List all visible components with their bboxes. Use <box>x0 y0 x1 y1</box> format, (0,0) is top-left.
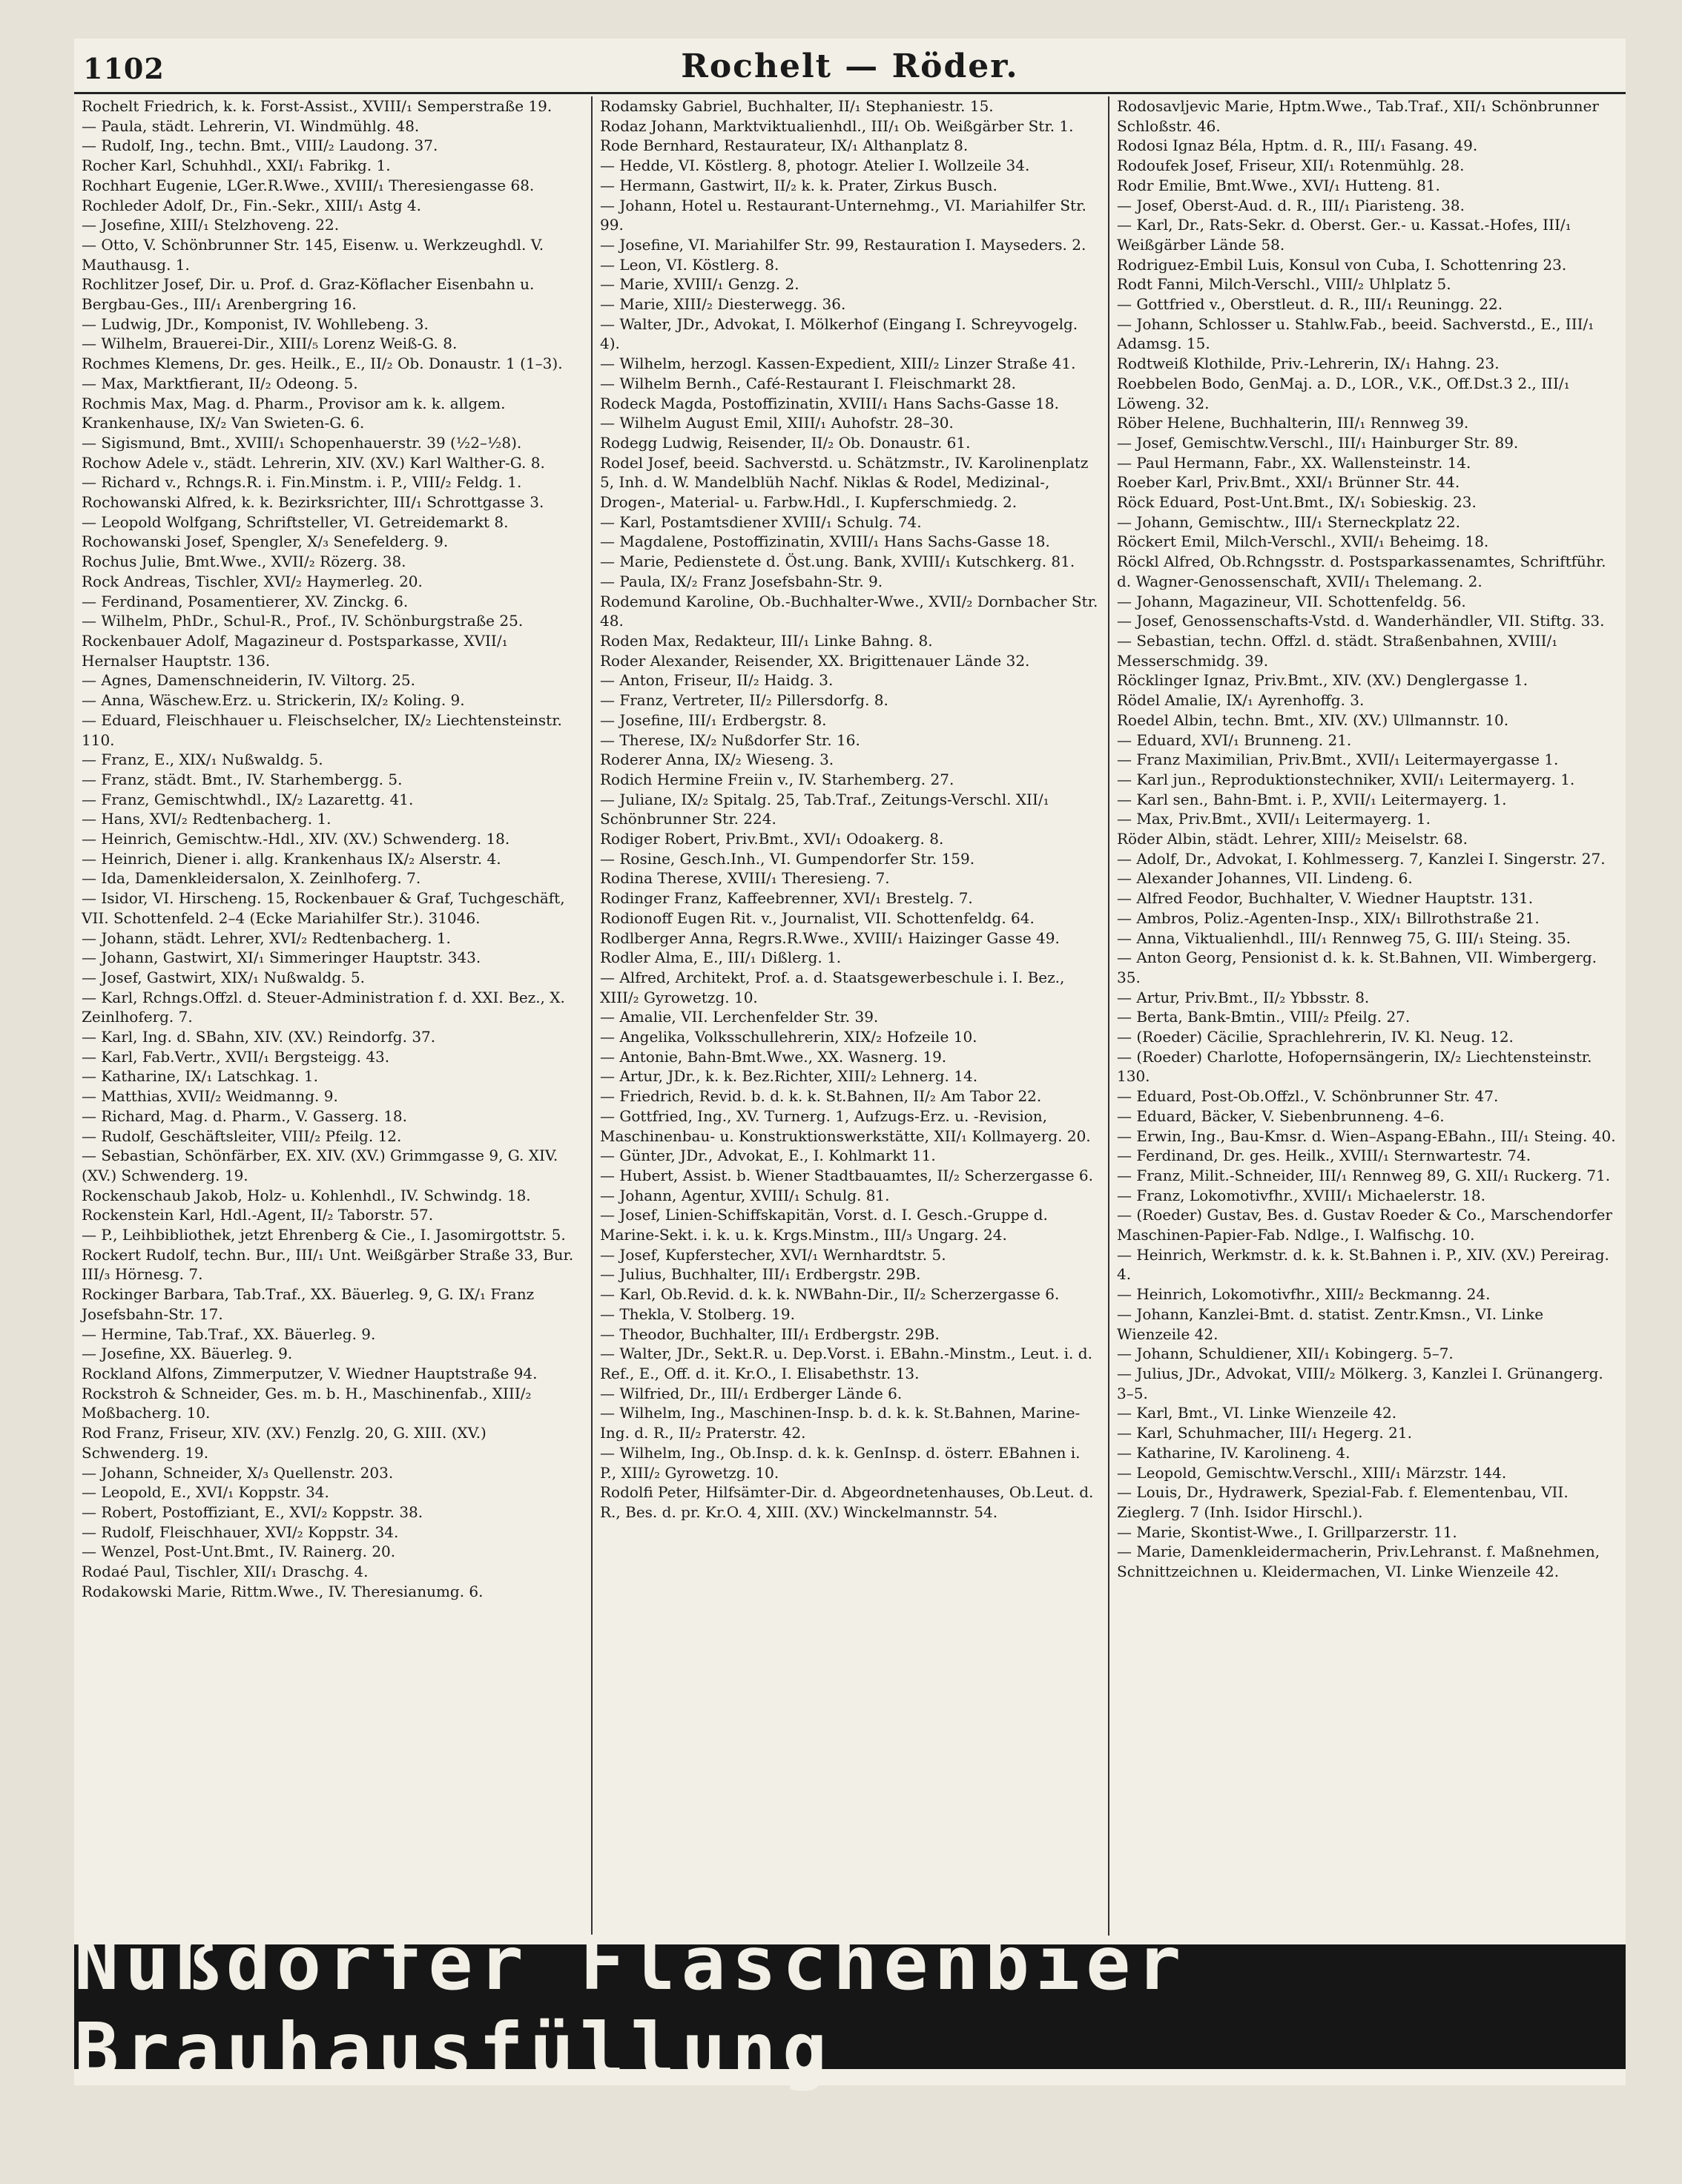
directory-entry: — Alfred Feodor, Buchhalter, V. Wiedner Hauptstr. 131. <box>1117 889 1534 908</box>
directory-entry: Roderer Anna, IX/₂ Wieseng. 3. <box>600 750 834 769</box>
directory-entry: Rochus Julie, Bmt.Wwe., XVII/₂ Rözerg. 38. <box>82 552 406 571</box>
directory-entry: — Marie, Pedienstete d. Öst.ung. Bank, XVIII/₁ Kutschkerg. 81. <box>600 552 1075 571</box>
directory-entry: — Gottfried v., Oberstleut. d. R., III/₁ Reuningg. 22. <box>1117 295 1503 314</box>
directory-entry: Röber Helene, Buchhalterin, III/₁ Rennweg 39. <box>1117 414 1469 432</box>
directory-entry: — Walter, JDr., Advokat, I. Mölkerhof (Eingang I. Schreyvogelg. 4). <box>600 314 1078 353</box>
directory-entry: — Heinrich, Diener i. allg. Krankenhaus IX/₂ Alserstr. 4. <box>82 849 501 868</box>
directory-entry: — Karl, Dr., Rats-Sekr. d. Oberst. Ger.- u. Kassat.-Hofes, III/₁ Weißgärber Lände 58. <box>1117 216 1571 254</box>
directory-entry: Röckl Alfred, Ob.Rchngsstr. d. Postsparkassenamtes, Schriftführ. d. Wagner-Genossenschaft, XVII/₁ Thelemang. 2. <box>1117 552 1606 590</box>
directory-entry: — Ferdinand, Posamentierer, XV. Zinckg. 6. <box>82 592 409 610</box>
directory-entry: Rodosi Ignaz Béla, Hptm. d. R., III/₁ Fasang. 49. <box>1117 136 1478 155</box>
directory-entry: — Marie, XIII/₂ Diesterwegg. 36. <box>600 295 846 314</box>
directory-entry: — Otto, V. Schönbrunner Str. 145, Eisenw. u. Werkzeughdl. V. Mauthausg. 1. <box>82 235 544 274</box>
directory-entry: Rodt Fanni, Milch-Verschl., VIII/₂ Uhlplatz 5. <box>1117 275 1451 294</box>
directory-entry: — Hermann, Gastwirt, II/₂ k. k. Prater, Zirkus Busch. <box>600 176 997 194</box>
directory-entry: — Josef, Kupferstecher, XVI/₁ Wernhardtstr. 5. <box>600 1245 946 1264</box>
column-1 <box>74 96 591 1936</box>
directory-entry: — Therese, IX/₂ Nußdorfer Str. 16. <box>600 730 860 749</box>
directory-entry: — Josef, Linien-Schiffskapitän, Vorst. d. I. Gesch.-Gruppe d. Marine-Sekt. i. k. u. k. Krgs.Minstm., III/₃ Ungarg. 24. <box>600 1206 1048 1244</box>
directory-entry: — Franz Maximilian, Priv.Bmt., XVII/₁ Leitermayergasse 1. <box>1117 750 1559 769</box>
directory-entry: — Josefine, III/₁ Erdbergstr. 8. <box>600 710 827 729</box>
directory-entry: — Magdalene, Postoffizinatin, XVIII/₁ Hans Sachs-Gasse 18. <box>600 532 1050 551</box>
directory-entry: Rockenbauer Adolf, Magazineur d. Postsparkasse, XVII/₁ Hernalser Hauptstr. 136. <box>82 631 508 670</box>
directory-entry: Röder Albin, städt. Lehrer, XIII/₂ Meiselstr. 68. <box>1117 830 1468 848</box>
directory-entry: — Rosine, Gesch.Inh., VI. Gumpendorfer Str. 159. <box>600 849 975 868</box>
directory-entry: — Karl, Ob.Revid. d. k. k. NWBahn-Dir., II/₂ Scherzergasse 6. <box>600 1285 1060 1304</box>
directory-entry: — Marie, Skontist-Wwe., I. Grillparzerstr. 11. <box>1117 1522 1457 1541</box>
directory-entry: — Anna, Wäschew.Erz. u. Strickerin, IX/₂ Koling. 9. <box>82 691 465 710</box>
directory-entry: Rodina Therese, XVIII/₁ Theresieng. 7. <box>600 869 890 888</box>
directory-entry: — Karl jun., Reproduktionstechniker, XVII/₁ Leitermayerg. 1. <box>1117 770 1575 788</box>
directory-entry: Röckert Emil, Milch-Verschl., XVII/₁ Beheimg. 18. <box>1117 532 1489 551</box>
directory-entry: — Marie, XVIII/₁ Genzg. 2. <box>600 275 799 294</box>
page-header <box>74 46 1626 90</box>
directory-entry: Rodamsky Gabriel, Buchhalter, II/₁ Stephaniestr. 15. <box>600 97 994 115</box>
directory-entry: Rodegg Ludwig, Reisender, II/₂ Ob. Donaustr. 61. <box>600 433 971 452</box>
directory-entry: — Franz, Vertreter, II/₂ Pillersdorfg. 8. <box>600 691 888 710</box>
directory-entry: Rocher Karl, Schuhhdl., XXI/₁ Fabrikg. 1. <box>82 156 391 175</box>
header-rule <box>74 92 1626 94</box>
directory-entry: Rodiger Robert, Priv.Bmt., XVI/₁ Odoakerg. 8. <box>600 830 944 848</box>
directory-entry: — Karl sen., Bahn-Bmt. i. P., XVII/₁ Leitermayerg. 1. <box>1117 790 1507 808</box>
directory-entry: — Johann, Schuldiener, XII/₁ Kobingerg. 5–7. <box>1117 1345 1454 1363</box>
directory-entry: — Johann, Schneider, X/₃ Quellenstr. 203. <box>82 1463 394 1482</box>
directory-entry: Rod Franz, Friseur, XIV. (XV.) Fenzlg. 20, G. XIII. (XV.) Schwenderg. 19. <box>82 1424 487 1462</box>
column-3 <box>1108 96 1625 1936</box>
directory-entry: — Franz, Gemischtwhdl., IX/₂ Lazarettg. 41. <box>82 790 414 808</box>
directory-entry: — Alexander Johannes, VII. Lindeng. 6. <box>1117 869 1413 888</box>
directory-entry: Roedel Albin, techn. Bmt., XIV. (XV.) Ullmannstr. 10. <box>1117 710 1509 729</box>
directory-entry: Rodosavljevic Marie, Hptm.Wwe., Tab.Traf., XII/₁ Schönbrunner Schloßstr. 46. <box>1117 97 1599 135</box>
directory-entry: Röck Eduard, Post-Unt.Bmt., IX/₁ Sobieskig. 23. <box>1117 493 1477 512</box>
directory-entry: — Eduard, XVI/₁ Brunneng. 21. <box>1117 730 1352 749</box>
directory-entry: Rochleder Adolf, Dr., Fin.-Sekr., XIII/₁ Astg 4. <box>82 196 421 214</box>
directory-entry: — Anna, Viktualienhdl., III/₁ Rennweg 75, G. III/₁ Steing. 35. <box>1117 928 1571 947</box>
directory-entry: — Johann, Hotel u. Restaurant-Unternehmg., VI. Mariahilfer Str. 99. <box>600 196 1086 234</box>
directory-entry: Roder Alexander, Reisender, XX. Brigittenauer Lände 32. <box>600 651 1030 670</box>
directory-entry: — Josefine, XIII/₁ Stelzhoveng. 22. <box>82 216 340 234</box>
directory-entry: — Wilhelm, herzogl. Kassen-Expedient, XIII/₂ Linzer Straße 41. <box>600 354 1076 373</box>
directory-entry: — Leopold, E., XVI/₁ Koppstr. 34. <box>82 1483 329 1502</box>
directory-entry: — Johann, Gastwirt, XI/₁ Simmeringer Hauptstr. 343. <box>82 949 481 967</box>
directory-entry: Rochmis Max, Mag. d. Pharm., Provisor am k. k. allgem. Krankenhause, IX/₂ Van Swieten-G. 6. <box>82 394 506 432</box>
directory-entry: — Josef, Gemischtw.Verschl., III/₁ Hainburger Str. 89. <box>1117 433 1519 452</box>
directory-entry: — Rudolf, Ing., techn. Bmt., VIII/₂ Laudong. 37. <box>82 136 438 155</box>
directory-entry: — Karl, Fab.Vertr., XVII/₁ Bergsteigg. 43. <box>82 1047 390 1066</box>
directory-entry: Roeber Karl, Priv.Bmt., XXI/₁ Brünner Str. 44. <box>1117 473 1460 492</box>
directory-entry: Röcklinger Ignaz, Priv.Bmt., XIV. (XV.) Denglergasse 1. <box>1117 671 1528 690</box>
directory-entry: Rockenstein Karl, Hdl.-Agent, II/₂ Taborstr. 57. <box>82 1206 434 1224</box>
directory-entry: — Max, Marktfierant, II/₂ Odeong. 5. <box>82 374 358 392</box>
directory-page <box>74 39 1626 2094</box>
directory-entry: Rochlitzer Josef, Dir. u. Prof. d. Graz-Köflacher Eisenbahn u. Bergbau-Ges., III/₁ Arenbergring 16. <box>82 275 535 314</box>
directory-entry: — Franz, städt. Bmt., IV. Starhembergg. 5. <box>82 770 403 788</box>
directory-entry: — Josef, Oberst-Aud. d. R., III/₁ Piaristeng. 38. <box>1117 196 1465 214</box>
directory-entry: Rodaé Paul, Tischler, XII/₁ Draschg. 4. <box>82 1563 369 1581</box>
directory-entry: Rockinger Barbara, Tab.Traf., XX. Bäuerleg. 9, G. IX/₁ Franz Josefsbahn-Str. 17. <box>82 1285 535 1323</box>
directory-entry: — Louis, Dr., Hydrawerk, Spezial-Fab. f. Elementenbau, VII. Zieglerg. 7 (Inh. Isidor Hirschl.). <box>1117 1483 1569 1521</box>
directory-columns <box>74 96 1626 1936</box>
directory-entry: — P., Leihbibliothek, jetzt Ehrenberg & Cie., I. Jasomirgottstr. 5. <box>82 1226 566 1244</box>
directory-entry: — Angelika, Volksschullehrerin, XIX/₂ Hofzeile 10. <box>600 1028 977 1046</box>
directory-entry: — Wilhelm Bernh., Café-Restaurant I. Fleischmarkt 28. <box>600 374 1016 392</box>
directory-entry: — Wilhelm, PhDr., Schul-R., Prof., IV. Schönburgstraße 25. <box>82 612 524 630</box>
directory-entry: — Gottfried, Ing., XV. Turnerg. 1, Aufzugs-Erz. u. -Revision, Maschinenbau- u. Konstruktionswerkstätte, XII/₁ Kollmayerg. 20. <box>600 1106 1091 1145</box>
directory-entry: — Anton Georg, Pensionist d. k. k. St.Bahnen, VII. Wimbergerg. 35. <box>1117 949 1597 986</box>
directory-entry: — Günter, JDr., Advokat, E., I. Kohlmarkt 11. <box>600 1147 936 1165</box>
directory-entry: — Sebastian, techn. Offzl. d. städt. Straßenbahnen, XVIII/₁ Messerschmidg. 39. <box>1117 631 1558 670</box>
directory-entry: — Matthias, XVII/₂ Weidmanng. 9. <box>82 1087 338 1106</box>
directory-entry: — (Roeder) Cäcilie, Sprachlehrerin, IV. Kl. Neug. 12. <box>1117 1028 1514 1046</box>
directory-entry: — Artur, JDr., k. k. Bez.Richter, XIII/₂ Lehnerg. 14. <box>600 1067 978 1086</box>
directory-entry: — Paul Hermann, Fabr., XX. Wallensteinstr. 14. <box>1117 453 1471 472</box>
directory-entry: Rochowanski Josef, Spengler, X/₃ Senefelderg. 9. <box>82 532 449 551</box>
directory-entry: Roebbelen Bodo, GenMaj. a. D., LOR., V.K., Off.Dst.3 2., III/₁ Löweng. 32. <box>1117 374 1570 412</box>
directory-entry: — Johann, städt. Lehrer, XVI/₂ Redtenbacherg. 1. <box>82 928 451 947</box>
directory-entry: — Juliane, IX/₂ Spitalg. 25, Tab.Traf., Zeitungs-Verschl. XII/₁ Schönbrunner Str. 224. <box>600 790 1049 828</box>
directory-entry: — Eduard, Bäcker, V. Siebenbrunneng. 4–6. <box>1117 1106 1445 1125</box>
directory-entry: — Adolf, Dr., Advokat, I. Kohlmesserg. 7, Kanzlei I. Singerstr. 27. <box>1117 849 1606 868</box>
directory-entry: Rödel Amalie, IX/₁ Ayrenhoffg. 3. <box>1117 691 1365 710</box>
directory-entry: — Sigismund, Bmt., XVIII/₁ Schopenhauerstr. 39 (½2–½8). <box>82 433 522 452</box>
directory-entry: Rochowanski Alfred, k. k. Bezirksrichter, III/₁ Schrottgasse 3. <box>82 493 544 512</box>
directory-entry: — Berta, Bank-Bmtin., VIII/₂ Pfeilg. 27. <box>1117 1008 1411 1026</box>
directory-entry: — Ferdinand, Dr. ges. Heilk., XVIII/₁ Sternwartestr. 74. <box>1117 1147 1531 1165</box>
directory-entry: — Friedrich, Revid. b. d. k. k. St.Bahnen, II/₂ Am Tabor 22. <box>600 1087 1042 1106</box>
directory-entry: — Leopold, Gemischtw.Verschl., XIII/₁ Märzstr. 144. <box>1117 1463 1507 1482</box>
directory-entry: — Max, Priv.Bmt., XVII/₁ Leitermayerg. 1. <box>1117 810 1431 828</box>
directory-entry: — Antonie, Bahn-Bmt.Wwe., XX. Wasnerg. 19. <box>600 1047 947 1066</box>
directory-entry: — Sebastian, Schönfärber, EX. XIV. (XV.) Grimmgasse 9, G. XIV. (XV.) Schwenderg. 19. <box>82 1147 558 1184</box>
directory-entry: — Katharine, IX/₁ Latschkag. 1. <box>82 1067 318 1086</box>
directory-entry: — Josef, Genossenschafts-Vstd. d. Wanderhändler, VII. Stiftg. 33. <box>1117 612 1605 630</box>
directory-entry: — Julius, JDr., Advokat, VIII/₂ Mölkerg. 3, Kanzlei I. Grünangerg. 3–5. <box>1117 1365 1603 1402</box>
directory-entry: — Wilhelm, Ing., Maschinen-Insp. b. d. k. k. St.Bahnen, Marine-Ing. d. R., II/₂ Praterstr. 42. <box>600 1404 1081 1442</box>
directory-entry: Rodoufek Josef, Friseur, XII/₁ Rotenmühlg. 28. <box>1117 156 1465 175</box>
directory-entry: — Thekla, V. Stolberg. 19. <box>600 1304 795 1323</box>
directory-entry: — Heinrich, Lokomotivfhr., XIII/₂ Beckmanng. 24. <box>1117 1285 1491 1304</box>
directory-entry: — Erwin, Ing., Bau-Kmsr. d. Wien–Aspang-EBahn., III/₁ Steing. 40. <box>1117 1126 1616 1145</box>
page-number: 1102 <box>83 52 165 85</box>
directory-entry: Rodlberger Anna, Regrs.R.Wwe., XVIII/₁ Haizinger Gasse 49. <box>600 928 1060 947</box>
directory-entry: — Amalie, VII. Lerchenfelder Str. 39. <box>600 1008 879 1026</box>
directory-entry: — Robert, Postoffiziant, E., XVI/₂ Koppstr. 38. <box>82 1502 423 1521</box>
column-2 <box>591 96 1108 1936</box>
directory-entry: — Franz, Milit.-Schneider, III/₁ Rennweg 89, G. XII/₁ Ruckerg. 71. <box>1117 1166 1611 1184</box>
directory-entry: — Johann, Kanzlei-Bmt. d. statist. Zentr.Kmsn., VI. Linke Wienzeile 42. <box>1117 1304 1544 1343</box>
directory-entry: — Josefine, VI. Mariahilfer Str. 99, Restauration I. Mayseders. 2. <box>600 235 1086 254</box>
directory-entry: — Anton, Friseur, II/₂ Haidg. 3. <box>600 671 834 690</box>
directory-entry: — Ida, Damenkleidersalon, X. Zeinlhoferg. 7. <box>82 869 421 888</box>
directory-entry: Rockert Rudolf, techn. Bur., III/₁ Unt. Weißgärber Straße 33, Bur. III/₃ Hörnesg. 7. <box>82 1245 574 1284</box>
directory-entry: — Karl, Postamtsdiener XVIII/₁ Schulg. 74. <box>600 512 922 531</box>
directory-entry: Rochhart Eugenie, LGer.R.Wwe., XVIII/₁ Theresiengasse 68. <box>82 176 535 194</box>
directory-entry: — Karl, Bmt., VI. Linke Wienzeile 42. <box>1117 1404 1397 1422</box>
directory-entry: — Rudolf, Fleischhauer, XVI/₂ Koppstr. 34. <box>82 1522 399 1541</box>
directory-entry: — Artur, Priv.Bmt., II/₂ Ybbsstr. 8. <box>1117 988 1370 1006</box>
directory-entry: — Wenzel, Post-Unt.Bmt., IV. Rainerg. 20. <box>82 1543 396 1561</box>
directory-entry: — Alfred, Architekt, Prof. a. d. Staatsgewerbeschule i. I. Bez., XIII/₂ Gyrowetzg. 10. <box>600 968 1065 1006</box>
directory-entry: — Eduard, Post-Ob.Offzl., V. Schönbrunner Str. 47. <box>1117 1087 1499 1106</box>
directory-entry: — Marie, Damenkleidermacherin, Priv.Lehranst. f. Maßnehmen, Schnittzeichnen u. Kleidermachen, VI. Linke Wienzeile 42. <box>1117 1543 1600 1581</box>
directory-entry: — Karl, Schuhmacher, III/₁ Hegerg. 21. <box>1117 1424 1412 1442</box>
directory-entry: Rochow Adele v., städt. Lehrerin, XIV. (XV.) Karl Walther-G. 8. <box>82 453 545 472</box>
directory-entry: — Johann, Schlosser u. Stahlw.Fab., beeid. Sachverstd., E., III/₁ Adamsg. 15. <box>1117 314 1594 353</box>
directory-entry: — Leon, VI. Köstlerg. 8. <box>600 255 779 274</box>
directory-entry: — (Roeder) Gustav, Bes. d. Gustav Roeder & Co., Marschendorfer Maschinen-Papier-Fab. Ndlge., I. Walfischg. 10. <box>1117 1206 1612 1244</box>
directory-entry: Rodich Hermine Freiin v., IV. Starhemberg. 27. <box>600 770 954 788</box>
directory-entry: Rodler Alma, E., III/₁ Dißlerg. 1. <box>600 949 842 967</box>
directory-entry: Rock Andreas, Tischler, XVI/₂ Haymerleg. 20. <box>82 572 423 590</box>
directory-entry: — Hermine, Tab.Traf., XX. Bäuerleg. 9. <box>82 1324 376 1343</box>
directory-entry: Rockenschaub Jakob, Holz- u. Kohlenhdl., IV. Schwindg. 18. <box>82 1186 531 1204</box>
directory-entry: Rodaz Johann, Marktviktualienhdl., III/₁ Ob. Weißgärber Str. 1. <box>600 116 1074 135</box>
directory-entry: Rodionoff Eugen Rit. v., Journalist, VII. Schottenfeldg. 64. <box>600 908 1035 927</box>
directory-entry: Rodinger Franz, Kaffeebrenner, XVI/₁ Brestelg. 7. <box>600 889 973 908</box>
directory-entry: — Ambros, Poliz.-Agenten-Insp., XIX/₁ Billrothstraße 21. <box>1117 908 1540 927</box>
directory-entry: — Theodor, Buchhalter, III/₁ Erdbergstr. 29B. <box>600 1324 940 1343</box>
directory-entry: Rochmes Klemens, Dr. ges. Heilk., E., II/₂ Ob. Donaustr. 1 (1–3). <box>82 354 563 373</box>
running-head: Rochelt — Röder. <box>681 47 1019 85</box>
directory-entry: — Johann, Agentur, XVIII/₁ Schulg. 81. <box>600 1186 890 1204</box>
directory-entry: — Johann, Gemischtw., III/₁ Sterneckplatz 22. <box>1117 512 1460 531</box>
directory-entry: — (Roeder) Charlotte, Hofopernsängerin, IX/₂ Liechtensteinstr. 130. <box>1117 1047 1592 1086</box>
advertisement-banner <box>74 1920 1626 2094</box>
directory-entry: — Hubert, Assist. b. Wiener Stadtbauamtes, II/₂ Scherzergasse 6. <box>600 1166 1094 1184</box>
directory-entry: — Franz, Lokomotivfhr., XVIII/₁ Michaelerstr. 18. <box>1117 1186 1485 1204</box>
directory-entry: — Wilfried, Dr., III/₁ Erdberger Lände 6. <box>600 1384 903 1402</box>
directory-entry: — Isidor, VI. Hirscheng. 15, Rockenbauer & Graf, Tuchgeschäft, VII. Schottenfeld. 2–4 (Ecke Mariahilfer Str.). 31046. <box>82 889 565 927</box>
directory-entry: — Agnes, Damenschneiderin, IV. Viltorg. 25. <box>82 671 415 690</box>
advertisement-text: Nußdorfer Flaschenbier Brauhausfüllung <box>74 1920 1187 2094</box>
directory-entry: Rodel Josef, beeid. Sachverstd. u. Schätzmstr., IV. Karolinenplatz 5, Inh. d. W. Mandelblüh Nachf. Niklas & Rodel, Medizinal-, Drogen-, Material- u. Farbw.Hdl., I. Kupferschmiedg. 2. <box>600 453 1089 512</box>
directory-entry: — Richard, Mag. d. Pharm., V. Gasserg. 18. <box>82 1106 408 1125</box>
directory-entry: Rodeck Magda, Postoffizinatin, XVIII/₁ Hans Sachs-Gasse 18. <box>600 394 1059 412</box>
directory-entry: — Leopold Wolfgang, Schriftsteller, VI. Getreidemarkt 8. <box>82 512 509 531</box>
directory-entry: Roden Max, Redakteur, III/₁ Linke Bahng. 8. <box>600 631 933 650</box>
directory-entry: — Julius, Buchhalter, III/₁ Erdbergstr. 29B. <box>600 1265 921 1284</box>
directory-entry: — Wilhelm August Emil, XIII/₁ Auhofstr. 28–30. <box>600 414 954 432</box>
directory-entry: — Hans, XVI/₂ Redtenbacherg. 1. <box>82 810 332 828</box>
directory-entry: — Josefine, XX. Bäuerleg. 9. <box>82 1345 293 1363</box>
directory-entry: — Wilhelm, Ing., Ob.Insp. d. k. k. GenInsp. d. österr. EBahnen i. P., XIII/₂ Gyrowetzg. 10. <box>600 1443 1081 1482</box>
directory-entry: Rodakowski Marie, Rittm.Wwe., IV. Theresianumg. 6. <box>82 1582 484 1600</box>
directory-entry: Rockstroh & Schneider, Ges. m. b. H., Maschinenfab., XIII/₂ Moßbacherg. 10. <box>82 1384 532 1422</box>
directory-entry: — Franz, E., XIX/₁ Nußwaldg. 5. <box>82 750 323 769</box>
directory-entry: — Walter, JDr., Sekt.R. u. Dep.Vorst. i. EBahn.-Minstm., Leut. i. d. Ref., E., Off. d. it. Kr.O., I. Elisabethstr. 13. <box>600 1345 1092 1382</box>
directory-entry: Rodriguez-Embil Luis, Konsul von Cuba, I. Schottenring 23. <box>1117 255 1567 274</box>
directory-entry: — Karl, Ing. d. SBahn, XIV. (XV.) Reindorfg. 37. <box>82 1028 436 1046</box>
directory-entry: — Karl, Rchngs.Offzl. d. Steuer-Administration f. d. XXI. Bez., X. Zeinlhoferg. 7. <box>82 988 565 1026</box>
directory-entry: — Josef, Gastwirt, XIX/₁ Nußwaldg. 5. <box>82 968 366 986</box>
directory-entry: — Ludwig, JDr., Komponist, IV. Wohllebeng. 3. <box>82 314 429 333</box>
directory-entry: Rodemund Karoline, Ob.-Buchhalter-Wwe., XVII/₂ Dornbacher Str. 48. <box>600 592 1098 630</box>
directory-entry: — Hedde, VI. Köstlerg. 8, photogr. Atelier I. Wollzeile 34. <box>600 156 1030 175</box>
directory-entry: Rodolfi Peter, Hilfsämter-Dir. d. Abgeordnetenhauses, Ob.Leut. d. R., Bes. d. pr. Kr.O. 4, XIII. (XV.) Winckelmannstr. 54. <box>600 1483 1094 1521</box>
directory-entry: — Johann, Magazineur, VII. Schottenfeldg. 56. <box>1117 592 1466 610</box>
directory-entry: — Rudolf, Geschäftsleiter, VIII/₂ Pfeilg. 12. <box>82 1126 402 1145</box>
directory-entry: — Eduard, Fleischhauer u. Fleischselcher, IX/₂ Liechtensteinstr. 110. <box>82 710 562 749</box>
directory-entry: Rodr Emilie, Bmt.Wwe., XVI/₁ Hutteng. 81. <box>1117 176 1440 194</box>
directory-entry: — Richard v., Rchngs.R. i. Fin.Minstm. i. P., VIII/₂ Feldg. 1. <box>82 473 522 492</box>
directory-entry: Rochelt Friedrich, k. k. Forst-Assist., XVIII/₁ Semperstraße 19. <box>82 97 553 115</box>
directory-entry: — Paula, IX/₂ Franz Josefsbahn-Str. 9. <box>600 572 883 590</box>
directory-entry: — Wilhelm, Brauerei-Dir., XIII/₅ Lorenz Weiß-G. 8. <box>82 334 458 353</box>
directory-entry: Rodtweiß Klothilde, Priv.-Lehrerin, IX/₁ Hahng. 23. <box>1117 354 1500 373</box>
directory-entry: — Heinrich, Gemischtw.-Hdl., XIV. (XV.) Schwenderg. 18. <box>82 830 510 848</box>
directory-entry: — Heinrich, Werkmstr. d. k. k. St.Bahnen i. P., XIV. (XV.) Pereirag. 4. <box>1117 1245 1609 1284</box>
directory-entry: Rockland Alfons, Zimmerputzer, V. Wiedner Hauptstraße 94. <box>82 1365 538 1382</box>
directory-entry: — Paula, städt. Lehrerin, VI. Windmühlg. 48. <box>82 116 420 135</box>
directory-entry: Rode Bernhard, Restaurateur, IX/₁ Althanplatz 8. <box>600 136 969 155</box>
directory-entry: — Katharine, IV. Karolineng. 4. <box>1117 1443 1350 1462</box>
